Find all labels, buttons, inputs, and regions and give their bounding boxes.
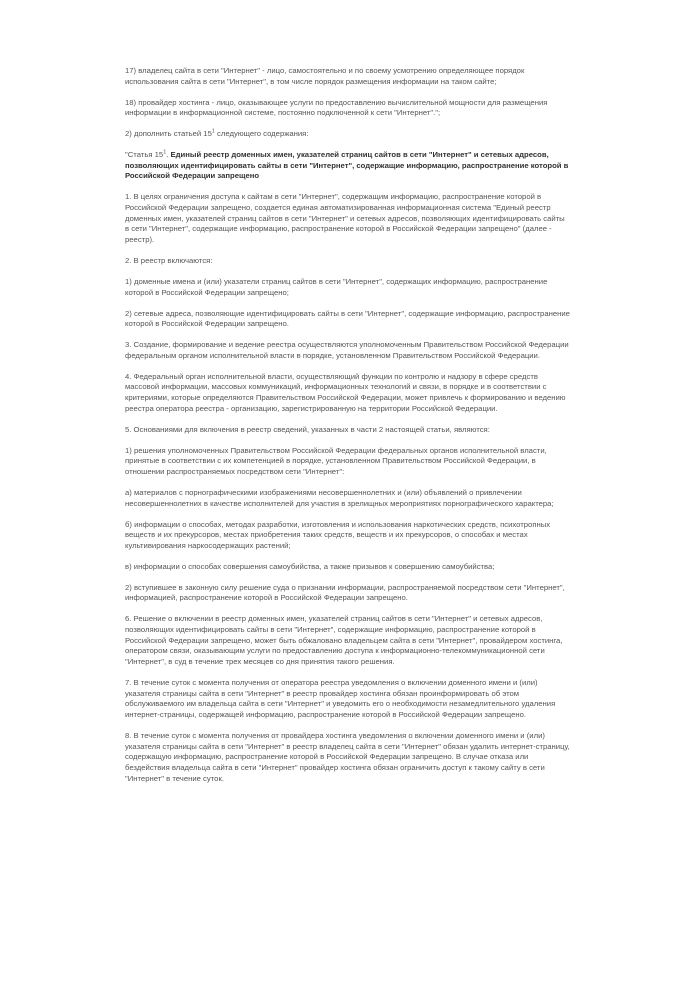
part-5-item-1: 1) решения уполномоченных Правительством Российской Федерации федеральных органов исполнительной власти, принятые в соответствии с их компетенцией в порядке, установленном Правительством Российской Федерации, в отношении распространяемых посредством сети "Интернет":: [125, 445, 547, 477]
article-part-3: 3. Создание, формирование и ведение реестра осуществляются уполномоченным Правительством Российской Федерации федеральным органом исполнительной власти в порядке, установленном Правительством Российской Федерации.: [125, 340, 569, 360]
article-part-6: 6. Решение о включении в реестр доменных имен, указателей страниц сайтов в сети "Интернет" и сетевых адресов, позволяющих идентифицировать сайты в сети "Интернет", содержащие информацию, распространение которой в Российской Федерации запрещено, может быть обжаловано владельцем сайта в сети "Интернет", провайдером хостинга, оператором связи, оказывающим услуги по предоставлению доступа к информационно-телекоммуникационной сети "Интернет", в суд в течение трех месяцев со дня принятия такого решения.: [125, 614, 563, 667]
article-title: Единый реестр доменных имен, указателей страниц сайтов в сети "Интернет" и сетевых адресов, позволяющих идентифицировать сайты в сети "Интернет", содержащие информацию, распространение которой в Российской Федерации запрещено: [125, 150, 569, 181]
amendment-suffix: следующего содержания:: [214, 129, 309, 139]
article-part-4: 4. Федеральный орган исполнительной власти, осуществляющий функции по контролю и надзору в сфере средств массовой информации, массовых коммуникаций, информационных технологий и связи, в порядке и в соответствии с критериями, которые определяются Правительством Российской Федерации, может привлечь к формированию и ведению реестра оператора реестра - организацию, зарегистрированную на территории Российской Федерации.: [125, 371, 566, 413]
document-body: [125, 66, 570, 795]
part-5-item-1v: в) информации о способах совершения самоубийства, а также призывов к совершению самоубийства;: [125, 561, 495, 571]
part-5-item-2: 2) вступившее в законную силу решение суда о признании информации, распространяемой посредством сети "Интернет", информацией, распространение которой в Российской Федерации запрещено.: [125, 582, 565, 603]
article-part-8: 8. В течение суток с момента получения от провайдера хостинга уведомления о включении доменного имени и (или) указателя страницы сайта в сети "Интернет" в реестр владелец сайта в сети "Интернет" обязан удалить интернет-страницу, содержащую информацию, распространение которой в Российской Федерации запрещено. В случае отказа или бездействия владельца сайта в сети "Интернет" провайдер хостинга обязан ограничить доступ к такому сайту в сети "Интернет" в течение суток.: [125, 731, 570, 783]
amendment-sup: 1: [211, 128, 215, 135]
article-sup: 1: [163, 149, 167, 156]
definition-18: 18) провайдер хостинга - лицо, оказывающее услуги по предоставлению вычислительной мощности для размещения информации в информационной системе, постоянно подключенной к сети "Интернет".";: [125, 97, 548, 118]
part-2-item-2: 2) сетевые адреса, позволяющие идентифицировать сайты в сети "Интернет", содержащие информацию, распространение которой в Российской Федерации запрещено.: [125, 308, 570, 329]
amendment-prefix: 2) дополнить статьей 15: [125, 129, 212, 139]
article-part-5: 5. Основаниями для включения в реестр сведений, указанных в части 2 настоящей статьи, являются:: [125, 424, 490, 434]
article-heading: [125, 150, 570, 182]
part-5-item-1a: а) материалов с порнографическими изображениями несовершеннолетних и (или) объявлений о привлечении несовершеннолетних в качестве исполнителей для участия в зрелищных мероприятиях порнографического характера;: [125, 487, 554, 508]
part-5-item-1b: б) информации о способах, методах разработки, изготовления и использования наркотических средств, психотропных веществ и их прекурсоров, местах приобретения таких средств, веществ и их прекурсоров, о способах и местах культивирования наркосодержащих растений;: [125, 519, 551, 550]
article-part-7: 7. В течение суток с момента получения от оператора реестра уведомления о включении доменного имени и (или) указателя страницы сайта в сети "Интернет" в реестр провайдер хостинга обязан проинформировать об этом обслуживаемого им владельца сайта в сети "Интернет" и уведомить его о необходимости незамедлительного удаления интернет-страницы, содержащей информацию, распространение которой в Российской Федерации запрещено.: [125, 678, 556, 720]
article-part-2: 2. В реестр включаются:: [125, 256, 213, 266]
amendment-item-2: [125, 129, 570, 140]
article-number: "Статья 15: [125, 150, 164, 160]
definition-17: 17) владелец сайта в сети "Интернет" - лицо, самостоятельно и по своему усмотрению определяющее порядок использования сайта в сети "Интернет", в том числе порядок размещения информации на таком сайте;: [125, 66, 525, 86]
article-dot: .: [166, 150, 171, 160]
part-2-item-1: 1) доменные имена и (или) указатели страниц сайтов в сети "Интернет", содержащих информацию, распространение которой в Российской Федерации запрещено;: [125, 276, 548, 297]
article-part-1: 1. В целях ограничения доступа к сайтам в сети "Интернет", содержащим информацию, распространение которой в Российской Федерации запрещено, создается единая автоматизированная информационная система "Единый реестр доменных имен, указателей страниц сайтов в сети "Интернет" и сетевых адресов, позволяющих идентифицировать сайты в сети "Интернет", содержащие информацию, распространение которой в Российской Федерации запрещено" (далее - реестр).: [125, 192, 565, 245]
